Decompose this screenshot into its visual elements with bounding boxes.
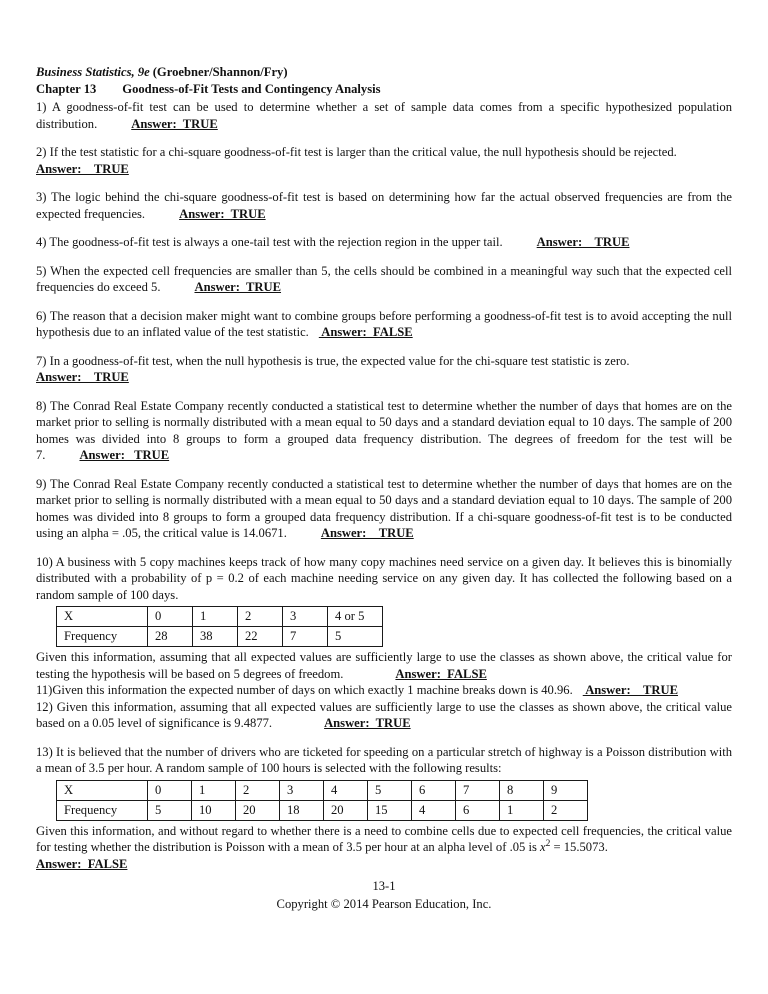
book-authors: (Groebner/Shannon/Fry) (152, 65, 288, 79)
question-10-text: 10) A business with 5 copy machines keeps track of how many copy machines need service on a given day. It believes this is binomially distributed with a probability of p = 0.2 of each machine needing service on any given day. It has collected the following based on a random sample of 100 days. (36, 554, 732, 602)
question-2 (36, 144, 732, 177)
table-cell: 5 (148, 800, 192, 820)
document-header (36, 64, 732, 97)
question-3-text: 3) The logic behind the chi-square goodness-of-fit test is based on determining how far the actual observed frequencies are from the expected frequencies. (36, 190, 732, 221)
question-11 (36, 682, 732, 699)
question-7-answer: Answer: TRUE (36, 370, 129, 384)
question-13-text: 13) It is believed that the number of drivers who are ticketed for speeding on a particular stretch of highway is a Poisson distribution with a mean of 3.5 per hour. A random sample of 100 hours is selected with the following results: (36, 744, 732, 775)
question-6-text: 6) The reason that a decision maker might want to combine groups before performing a goodness-of-fit test is to avoid accepting the null hypothesis due to an inflated value of the test statistic. (36, 308, 732, 339)
table-cell: 15 (368, 800, 412, 820)
table-cell: 2 (544, 800, 588, 820)
question-12-answer: Answer: TRUE (324, 716, 411, 730)
chapter-label: Chapter 13 (36, 81, 97, 96)
table-cell: 5 (328, 627, 383, 647)
question-1 (36, 99, 732, 132)
table-cell: 0 (148, 607, 193, 627)
table-cell: 4 (324, 780, 368, 800)
document-page (36, 64, 732, 911)
question-13-block (36, 744, 732, 873)
question-10-block (36, 554, 732, 732)
chi-square-exponent: 2 (545, 838, 551, 849)
book-title: Business Statistics, 9e (36, 65, 150, 79)
question-8 (36, 398, 732, 464)
table-cell: 1 (500, 800, 544, 820)
q13-frequency-table (56, 780, 588, 821)
table-cell: 6 (456, 800, 500, 820)
question-10-continuation-text: Given this information, assuming that all expected values are sufficiently large to use the classes as shown above, the critical value for testing the hypothesis will be based on 5 degrees of freedom. (36, 650, 732, 681)
table-cell: 28 (148, 627, 193, 647)
question-13 (36, 744, 732, 777)
question-2-text: 2) If the test statistic for a chi-square goodness-of-fit test is larger than the critical value, the null hypothesis should be rejected. (36, 145, 677, 159)
question-4 (36, 234, 732, 251)
table-cell: Frequency (57, 800, 148, 820)
question-13-answer: Answer: FALSE (36, 856, 128, 871)
q13-table-x-row (57, 780, 588, 800)
table-cell: 5 (368, 780, 412, 800)
question-10-continuation (36, 649, 732, 682)
question-13-continuation (36, 823, 732, 873)
question-4-answer: Answer: TRUE (536, 235, 630, 249)
question-6 (36, 308, 732, 341)
question-9 (36, 476, 732, 542)
question-11-answer: Answer: TRUE (582, 683, 679, 697)
table-cell: 8 (500, 780, 544, 800)
table-cell: X (57, 607, 148, 627)
question-3-answer: Answer: TRUE (179, 206, 266, 221)
question-5-answer: Answer: TRUE (194, 280, 282, 294)
question-5 (36, 263, 732, 296)
question-9-answer: Answer: TRUE (320, 526, 414, 540)
question-3 (36, 189, 732, 222)
table-cell: 1 (193, 607, 238, 627)
question-8-text: 8) The Conrad Real Estate Company recently conducted a statistical test to determine whether the number of days that homes are on the market prior to selling is normally distributed with a mean equal to 50 days and a standard deviation equal to 10 days. The sample of 200 homes was divided into 8 groups to form a grouped data frequency distribution. The degrees of freedom for the test will be 7. (36, 398, 732, 462)
table-cell: 20 (324, 800, 368, 820)
chi-square-variable: x (540, 840, 546, 854)
table-cell: 4 (412, 800, 456, 820)
chapter-title: Goodness-of-Fit Tests and Contingency Analysis (122, 81, 381, 96)
question-10 (36, 554, 732, 604)
chapter-heading (36, 81, 732, 98)
question-5-text: 5) When the expected cell frequencies are smaller than 5, the cells should be combined in a meaningful way such that the expected cell frequencies do exceed 5. (36, 263, 732, 294)
table-cell: Frequency (57, 627, 148, 647)
q10-table-frequency-row (57, 627, 383, 647)
question-6-answer: Answer: FALSE (318, 325, 413, 339)
table-cell: 2 (236, 780, 280, 800)
table-cell: 20 (236, 800, 280, 820)
table-cell: 10 (192, 800, 236, 820)
question-10-answer: Answer: FALSE (395, 666, 487, 681)
copyright-notice: Copyright © 2014 Pearson Education, Inc. (276, 896, 492, 911)
question-9-text: 9) The Conrad Real Estate Company recently conducted a statistical test to determine whether the number of days that homes are on the market prior to selling is normally distributed with a mean equal to 50 days and a standard deviation equal to 10 days. The sample of 200 homes was divided into 8 groups to form a grouped data frequency distribution. If a chi-square goodness-of-fit test is to be conducted using an alpha = .05, the critical value is 14.0671. (36, 476, 732, 540)
question-12 (36, 699, 732, 732)
table-cell: X (57, 780, 148, 800)
page-number: 13-1 (372, 879, 396, 893)
q10-table-x-row (57, 607, 383, 627)
table-cell: 3 (283, 607, 328, 627)
table-cell: 18 (280, 800, 324, 820)
table-cell: 6 (412, 780, 456, 800)
table-cell: 3 (280, 780, 324, 800)
table-cell: 7 (456, 780, 500, 800)
page-footer (0, 878, 768, 912)
question-12-text: 12) Given this information, assuming that all expected values are sufficiently large to use the classes as shown above, the critical value based on a 0.05 level of significance is 9.4877. (36, 699, 732, 730)
table-cell: 4 or 5 (328, 607, 383, 627)
question-1-text: 1) A goodness-of-fit test can be used to determine whether a set of sample data comes from a specific hypothesized population distribution. (36, 100, 732, 131)
question-4-text: 4) The goodness-of-fit test is always a one-tail test with the rejection region in the upper tail. (36, 235, 503, 249)
question-13-continuation-value: = 15.5073. (550, 840, 608, 854)
table-cell: 22 (238, 627, 283, 647)
q10-frequency-table (56, 606, 383, 647)
question-2-answer: Answer: TRUE (36, 161, 129, 176)
table-cell: 9 (544, 780, 588, 800)
question-13-continuation-text: Given this information, and without regard to whether there is a need to combine cells due to expected cell frequencies, the critical value for testing whether the distribution is Poisson with a mean of 3.5 per hour at an alpha level of .05 is (36, 823, 732, 854)
question-1-answer: Answer: TRUE (131, 116, 218, 131)
question-8-answer: Answer: TRUE (79, 448, 170, 462)
table-cell: 2 (238, 607, 283, 627)
table-cell: 7 (283, 627, 328, 647)
table-cell: 1 (192, 780, 236, 800)
table-cell: 0 (148, 780, 192, 800)
q13-table-frequency-row (57, 800, 588, 820)
book-title-line (36, 64, 732, 81)
table-cell: 38 (193, 627, 238, 647)
question-7-text: 7) In a goodness-of-fit test, when the null hypothesis is true, the expected value for the chi-square test statistic is zero. (36, 353, 630, 368)
question-11-text: 11)Given this information the expected number of days on which exactly 1 machine breaks down is 40.96. (36, 683, 573, 697)
question-7 (36, 353, 732, 386)
